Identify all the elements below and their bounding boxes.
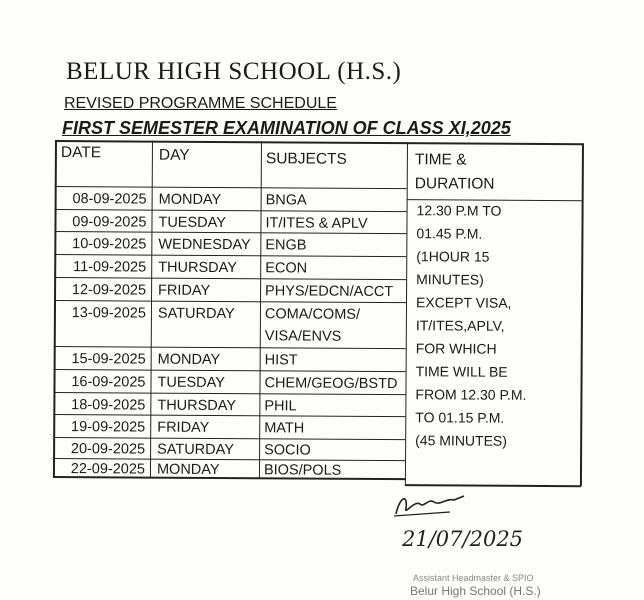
header-day: DAY xyxy=(158,146,190,164)
time-note-line: FROM 12.30 P.M. xyxy=(415,386,527,403)
signature-scribble-icon xyxy=(390,490,470,520)
time-note-line: EXCEPT VISA, xyxy=(415,294,512,311)
row-date: 12-09-2025 xyxy=(71,282,147,299)
row-day: THURSDAY xyxy=(158,259,237,277)
row-sep xyxy=(54,369,406,372)
row-date: 15-09-2025 xyxy=(71,351,146,368)
time-note-line: 12.30 P.M TO xyxy=(416,202,502,219)
header-duration: DURATION xyxy=(414,175,495,193)
row-subject: HIST xyxy=(264,352,298,369)
table-border-top xyxy=(55,140,583,145)
row-day: MONDAY xyxy=(156,461,220,479)
row-date: 20-09-2025 xyxy=(70,441,146,458)
row-day: SATURDAY xyxy=(157,441,234,459)
exam-title: FIRST SEMESTER EXAMINATION OF CLASS XI,2025 xyxy=(62,118,511,138)
time-note-line: (1HOUR 15 xyxy=(416,248,490,265)
header-time: TIME & xyxy=(414,151,467,169)
row-date: 09-09-2025 xyxy=(72,214,147,231)
row-subject: MATH xyxy=(264,420,305,437)
time-column-bottom xyxy=(405,484,581,487)
schedule-subtitle: REVISED PROGRAMME SCHEDULE xyxy=(64,95,337,112)
row-sep xyxy=(54,277,406,280)
row-day: MONDAY xyxy=(157,351,221,369)
signature-date: 21/07/2025 xyxy=(402,527,524,551)
row-subject: CHEM/GEOG/BSTD xyxy=(264,375,398,393)
row-subject: IT/ITES & APLV xyxy=(265,215,368,232)
row-subject: PHIL xyxy=(264,398,297,415)
row-day: FRIDAY xyxy=(157,419,210,436)
table-border-right xyxy=(580,143,584,486)
header-date: DATE xyxy=(60,144,102,162)
row-subject: SOCIO xyxy=(264,442,311,459)
row-sep xyxy=(54,346,406,349)
school-title: BELUR HIGH SCHOOL (H.S.) xyxy=(66,58,402,85)
row-date: 18-09-2025 xyxy=(71,397,146,414)
row-date: 08-09-2025 xyxy=(72,191,147,208)
row-subject: ENGB xyxy=(265,237,307,254)
time-duration-note xyxy=(415,199,577,453)
row-date: 22-09-2025 xyxy=(70,461,146,478)
col-sep-date xyxy=(150,141,153,478)
header-separator xyxy=(55,186,407,189)
row-day: MONDAY xyxy=(158,191,222,209)
row-sep xyxy=(54,254,406,257)
row-date: 10-09-2025 xyxy=(72,236,147,253)
stamp-title: Assistant Headmaster & SPIO xyxy=(413,573,534,583)
row-date: 11-09-2025 xyxy=(73,259,147,276)
row-sep xyxy=(55,209,407,212)
time-note-line: FOR WHICH xyxy=(415,340,497,357)
time-note-line: MINUTES) xyxy=(416,271,484,288)
col-sep-day xyxy=(259,141,262,478)
row-subject-line2: VISA/ENVS xyxy=(264,328,342,345)
schedule-table xyxy=(53,140,583,483)
row-subject: ECON xyxy=(265,260,308,277)
row-date: 13-09-2025 xyxy=(71,305,146,322)
row-day: WEDNESDAY xyxy=(158,236,251,254)
header-subjects: SUBJECTS xyxy=(265,150,347,168)
row-day: TUESDAY xyxy=(157,374,225,392)
time-note-line: (45 MINUTES) xyxy=(415,432,508,449)
time-note-line: TIME WILL BE xyxy=(415,363,508,380)
row-subject: BIOS/POLS xyxy=(263,462,342,479)
time-note-line: IT/ITES,APLV, xyxy=(415,317,505,334)
row-subject: COMA/COMS/ xyxy=(264,306,361,323)
time-note-line: TO 01.15 P.M. xyxy=(415,409,505,426)
time-note-line: 01.45 P.M. xyxy=(416,225,483,242)
row-day: THURSDAY xyxy=(157,397,237,415)
stamp-school: Belur High School (H.S.) xyxy=(410,584,541,598)
row-date: 19-09-2025 xyxy=(71,419,146,436)
row-day: FRIDAY xyxy=(158,282,211,299)
row-date: 16-09-2025 xyxy=(71,374,146,391)
col-sep-subject xyxy=(405,142,408,485)
row-day: SATURDAY xyxy=(157,305,235,323)
row-subject: BNGA xyxy=(265,192,307,209)
row-day: TUESDAY xyxy=(158,214,226,232)
row-subject: PHYS/EDCN/ACCT xyxy=(265,283,394,301)
